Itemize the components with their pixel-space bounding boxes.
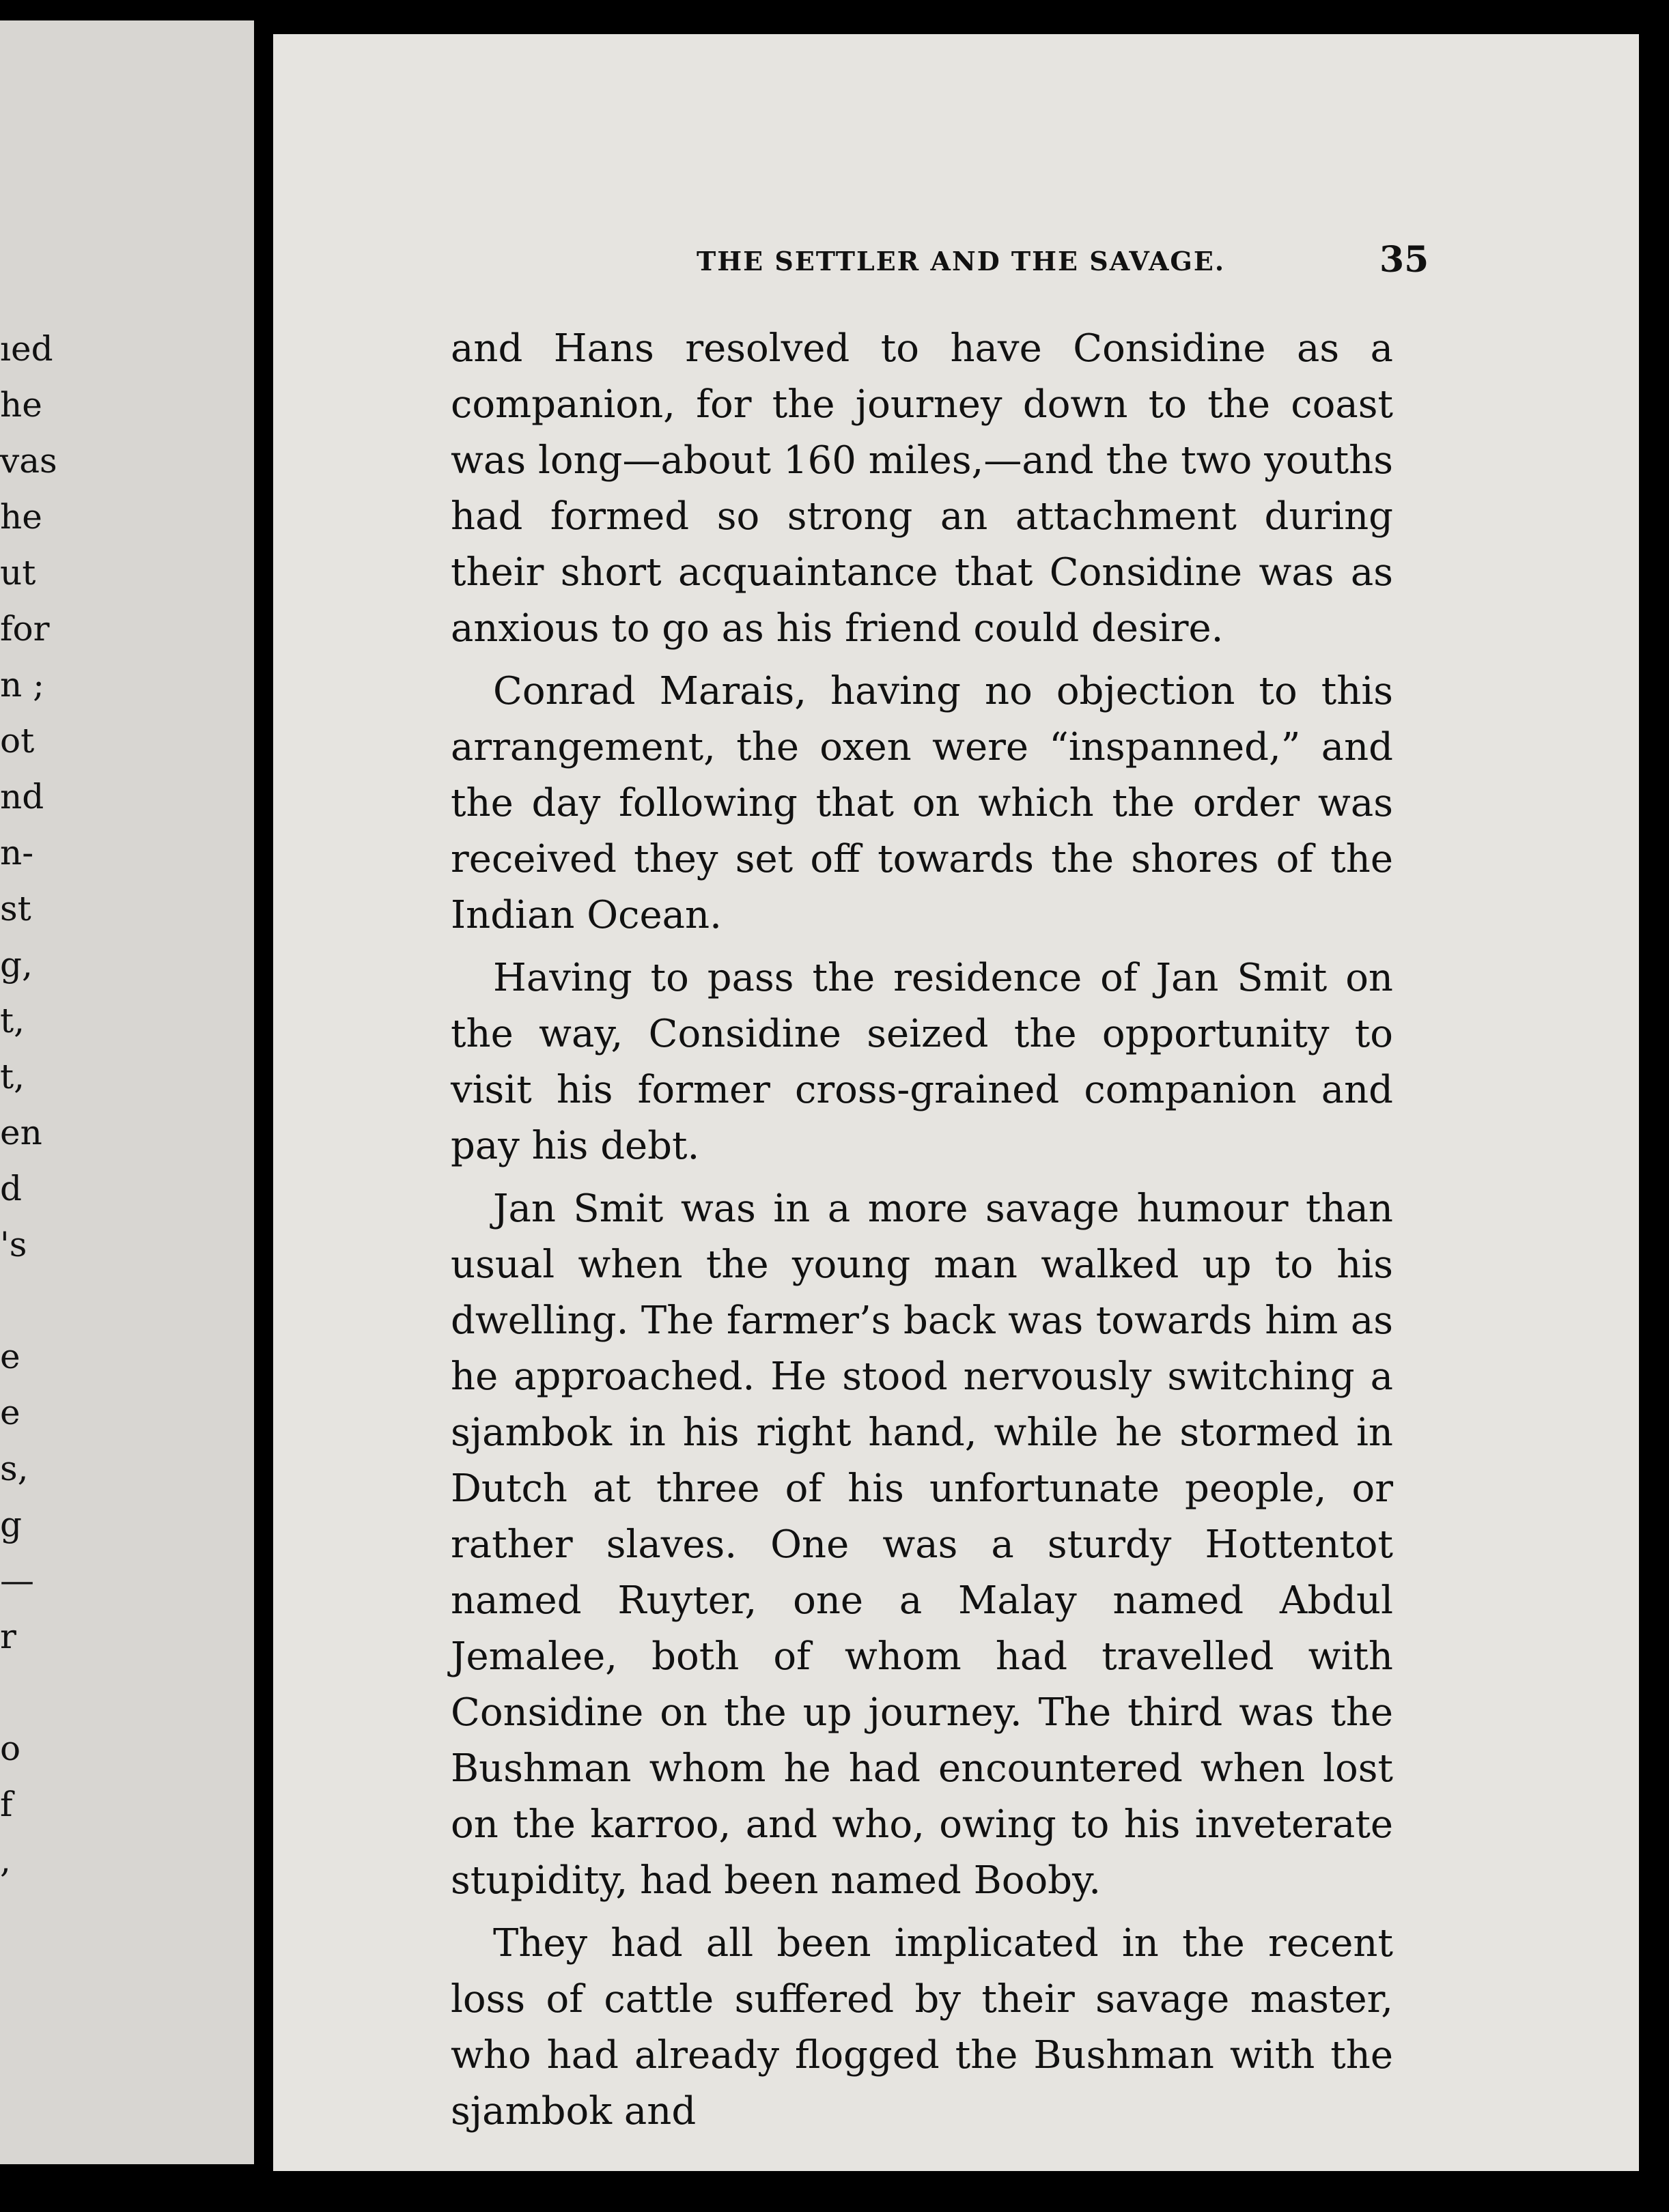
scan-right-edge xyxy=(1639,0,1669,2212)
left-fragment: t, xyxy=(0,1057,25,1096)
paragraph: and Hans resolved to have Considine as a companion, for the journey down to the coast was long—about 160 miles,—and the two youths had formed so strong an attachment during their short acquaintance that Considine was as anxious to go as his friend could desire. xyxy=(451,326,1393,651)
left-fragment: en xyxy=(0,1113,42,1152)
left-fragment: he xyxy=(0,497,42,537)
left-fragment: vas xyxy=(0,441,57,481)
left-fragment: 's xyxy=(0,1225,27,1264)
left-fragment: — xyxy=(0,1561,34,1600)
body-text xyxy=(451,321,1393,2146)
left-page-text-fragments xyxy=(0,321,254,1888)
left-fragment: d xyxy=(0,1169,23,1208)
book-gutter xyxy=(254,20,273,2164)
left-fragment xyxy=(0,1273,254,1329)
left-fragment: ut xyxy=(0,553,36,593)
left-fragment: st xyxy=(0,889,31,928)
left-fragment: ot xyxy=(0,721,35,761)
left-fragment: s, xyxy=(0,1449,29,1488)
left-fragment: he xyxy=(0,385,42,425)
left-page xyxy=(0,20,254,2164)
left-fragment: for xyxy=(0,609,50,649)
left-fragment: g xyxy=(0,1505,23,1544)
page-number: 35 xyxy=(1379,239,1429,281)
right-page xyxy=(273,34,1639,2185)
left-fragment: f xyxy=(0,1785,13,1824)
paragraph: Having to pass the residence of Jan Smit on the way, Considine seized the opportunity to visit his former cross-grained companion and pay his debt. xyxy=(451,956,1393,1168)
left-fragment: ıed xyxy=(0,329,53,369)
left-fragment: nd xyxy=(0,777,44,817)
left-fragment: g, xyxy=(0,945,33,984)
paragraph: Jan Smit was in a more savage humour than usual when the young man walked up to his dwelling. The farmer’s back was towards him as he approached. He stood nervously switching a sjambok in his right hand, while he stormed in Dutch at three of his unfortunate people, or rather slaves. One was a sturdy Hottentot named Ruyter, one a Malay named Abdul Jemalee, both of whom had travelled with Considine on the up journey. The third was the Bushman whom he had encountered when lost on the karroo, and who, owing to his inveterate stupidity, had been named Booby. xyxy=(451,1187,1393,1903)
paragraph: Conrad Marais, having no objection to this arrangement, the oxen were “inspanned,” and the day following that on which the order was received they set off towards the shores of the Indian Ocean. xyxy=(451,669,1393,937)
left-fragment: o xyxy=(0,1729,21,1768)
paragraph: They had all been implicated in the recent loss of cattle suffered by their savage master, who had already flogged the Bushman with the sjambok and xyxy=(451,1921,1393,2133)
left-fragment xyxy=(0,1664,254,1720)
left-fragment: n- xyxy=(0,833,34,873)
left-fragment: r xyxy=(0,1617,16,1656)
left-fragment: , xyxy=(0,1841,11,1880)
left-fragment: e xyxy=(0,1393,20,1432)
left-fragment: n ; xyxy=(0,665,44,705)
left-fragment: t, xyxy=(0,1001,25,1040)
left-fragment: e xyxy=(0,1337,20,1376)
scan-bottom-edge xyxy=(0,2171,1669,2212)
running-head: THE SETTLER AND THE SAVAGE. xyxy=(697,246,1226,276)
